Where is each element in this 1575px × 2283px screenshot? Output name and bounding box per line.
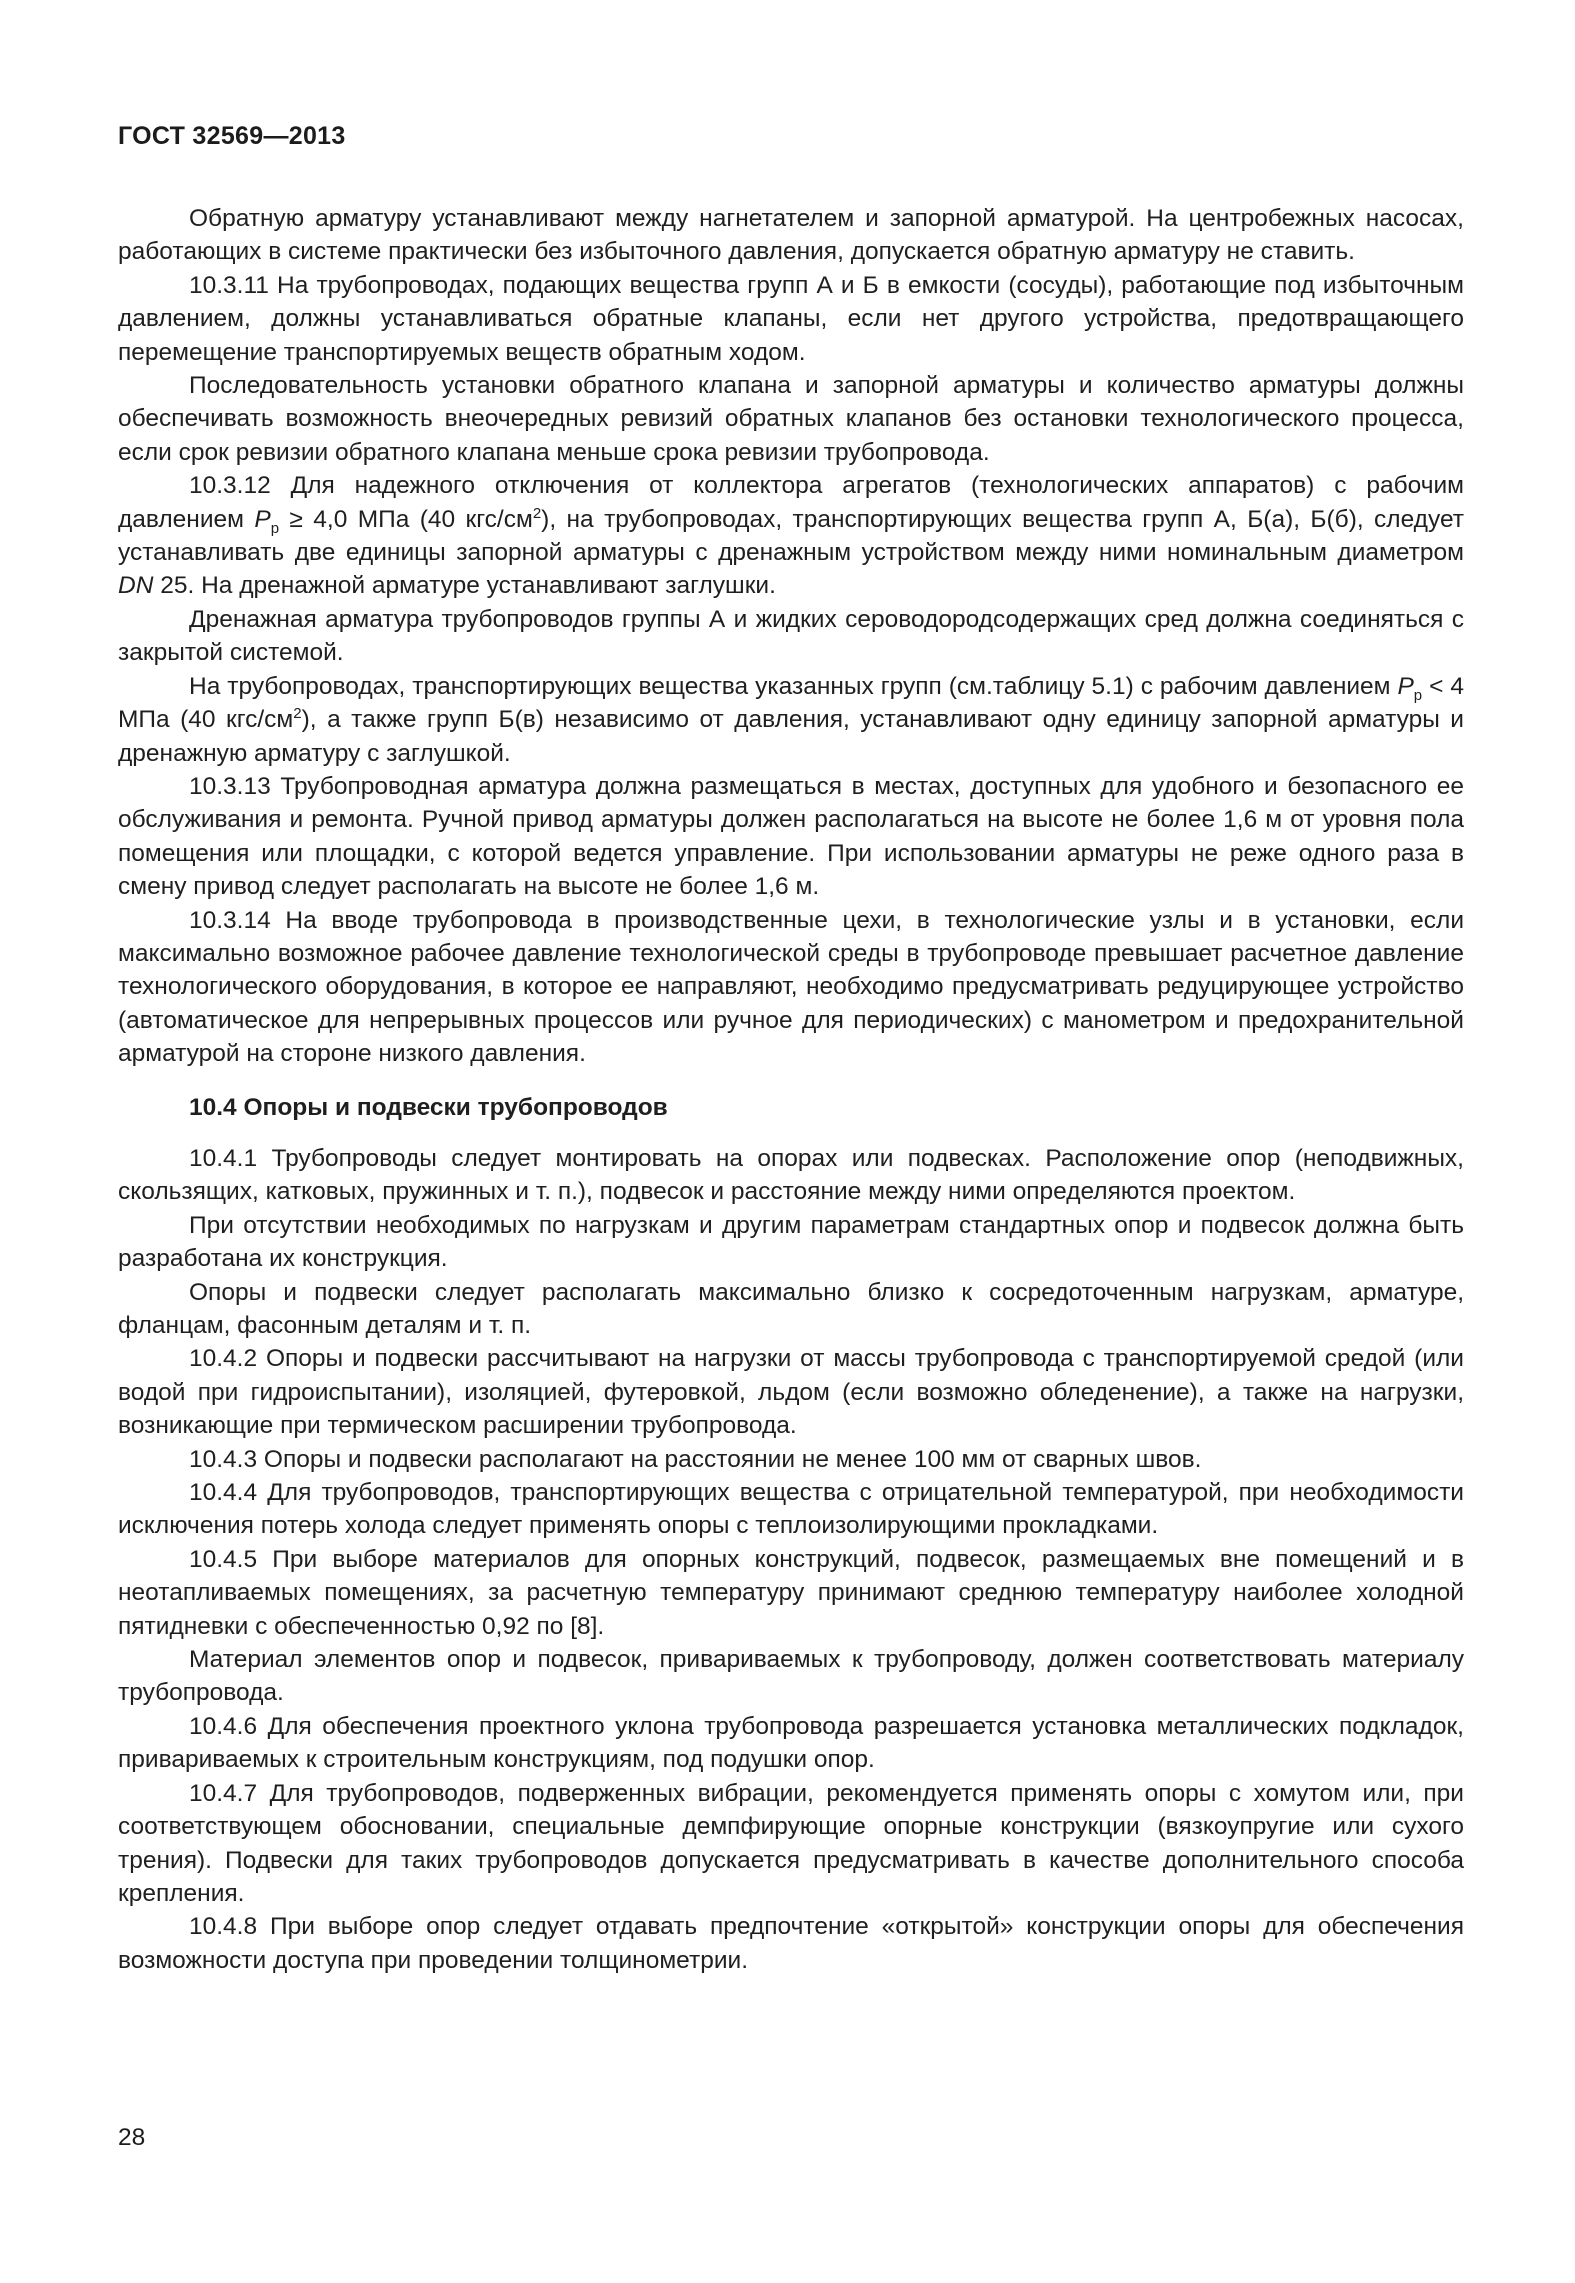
paragraph-10-3-14: 10.3.14 На вводе трубопровода в производственные цехи, в технологические узлы и в установки, если максимально возможное рабочее давление технологической среды в трубопроводе превышает расчетное давление технологического оборудования, в которое ее направляют, необходимо предусматривать редуцирующее устройство (автоматическое для непрерывных процессов или ручное для периодических) с манометром и предохранительной арматурой на стороне низкого давления. xyxy=(118,906,1464,1068)
pressure-variable: P xyxy=(1397,672,1414,700)
paragraph-10-4-5: 10.4.5 При выборе материалов для опорных конструкций, подвесок, размещаемых вне помещений и в неотапливаемых помещениях, за расчетную температуру принимают среднюю температуру наиболее холодной пятидневки с обеспеченностью 0,92 по [8]. xyxy=(118,1545,1464,1640)
pressure-subscript: p xyxy=(1413,686,1423,704)
pressure-variable: P xyxy=(254,505,271,533)
nominal-diameter-symbol: DN xyxy=(118,572,154,600)
paragraph-low-pressure-valves xyxy=(118,670,1464,770)
paragraph-10-4-8: 10.4.8 При выборе опор следует отдавать предпочтение «открытой» конструкции опоры для обеспечения возможности доступа при проведении толщинометрии. xyxy=(118,1913,1464,1974)
unit-superscript: 2 xyxy=(293,704,302,722)
text-run: 10.3.12 Для надежного отключения от коллектора агрегатов (технологических аппаратов) с рабочим давлением xyxy=(118,472,1464,533)
text-run: ), на трубопроводах, транспортирующих вещества групп А, Б(а), Б(б), следует устанавливать две единицы запорной арматуры с дренажным устройством между ними номинальным диаметром xyxy=(118,505,1464,567)
paragraph-support-placement: Опоры и подвески следует располагать максимально близко к сосредоточенным нагрузкам, арматуре, фланцам, фасонным деталям и т. п. xyxy=(118,1278,1464,1339)
page-number: 28 xyxy=(118,2124,146,2151)
text-run: < 4 МПа (40 кгс/см xyxy=(118,672,1464,734)
section-heading-10-4: 10.4 Опоры и подвески трубопроводов xyxy=(189,1093,668,1121)
paragraph-valve-sequence: Последовательность установки обратного клапана и запорной арматуры и количество арматуры должны обеспечивать возможность внеочередных ревизий обратных клапанов без остановки технологического процесса, если срок ревизии обратного клапана меньше срока ревизии трубопровода. xyxy=(118,372,1464,466)
paragraph-drain-valves: Дренажная арматура трубопроводов группы А и жидких сероводородсодержащих сред должна соединяться с закрытой системой. xyxy=(118,605,1464,667)
paragraph-support-material: Материал элементов опор и подвесок, привариваемых к трубопроводу, должен соответствовать материалу трубопровода. xyxy=(118,1646,1464,1707)
paragraph-10-4-2: 10.4.2 Опоры и подвески рассчитывают на нагрузки от массы трубопровода с транспортируемой средой (или водой при гидроиспытании), изоляцией, футеровкой, льдом (если возможно обледенение), а также на нагрузки, возникающие при термическом расширении трубопровода. xyxy=(118,1345,1464,1440)
paragraph-10-4-1: 10.4.1 Трубопроводы следует монтировать на опорах или подвесках. Расположение опор (неподвижных, скользящих, катковых, пружинных и т. п.), подвесок и расстояние между ними определяются проектом. xyxy=(118,1144,1464,1206)
text-run: ), а также групп Б(в) независимо от давления, устанавливают одну единицу запорной арматуры и дренажную арматуру с заглушкой. xyxy=(118,706,1464,767)
paragraph-10-3-11: 10.3.11 На трубопроводах, подающих вещества групп А и Б в емкости (сосуды), работающие под избыточным давлением, должны устанавливаться обратные клапаны, если нет другого устройства, предотвращающего перемещение транспортируемых веществ обратным ходом. xyxy=(118,271,1464,366)
text-run: На трубопроводах, транспортирующих вещества указанных групп (см.таблицу 5.1) с рабочим давлением xyxy=(189,672,1398,700)
paragraph-10-4-7: 10.4.7 Для трубопроводов, подверженных вибрации, рекомендуется применять опоры с хомутом или, при соответствующем обосновании, специальные демпфирующие опорные конструкции (вязкоупругие или сухого трения). Подвески для таких трубопроводов допускается предусматривать в качестве дополнительного способа крепления. xyxy=(118,1779,1464,1907)
unit-superscript: 2 xyxy=(532,504,542,522)
document-code-header: ГОСТ 32569—2013 xyxy=(118,122,346,150)
pressure-subscript: p xyxy=(270,519,280,537)
paragraph-check-valve-install: Обратную арматуру устанавливают между нагнетателем и запорной арматурой. На центробежных насосах, работающих в системе практически без избыточного давления, допускается обратную арматуру не ставить. xyxy=(118,205,1464,266)
text-run: ≥ 4,0 МПа (40 кгс/см xyxy=(279,505,533,533)
paragraph-support-design: При отсутствии необходимых по нагрузкам и другим параметрам стандартных опор и подвесок должна быть разработана их конструкция. xyxy=(118,1211,1464,1273)
document-body xyxy=(118,202,1464,1977)
paragraph-10-4-3: 10.4.3 Опоры и подвески располагают на расстоянии не менее 100 мм от сварных швов. xyxy=(189,1445,1202,1473)
paragraph-10-4-4: 10.4.4 Для трубопроводов, транспортирующих вещества с отрицательной температурой, при необходимости исключения потерь холода следует применять опоры с теплоизолирующими прокладками. xyxy=(118,1479,1464,1540)
paragraph-10-4-6: 10.4.6 Для обеспечения проектного уклона трубопровода разрешается установка металлических подкладок, привариваемых к строительным конструкциям, под подушки опор. xyxy=(118,1712,1464,1774)
text-run: 25. На дренажной арматуре устанавливают заглушки. xyxy=(153,572,776,600)
paragraph-10-3-12 xyxy=(118,469,1464,603)
paragraph-10-3-13: 10.3.13 Трубопроводная арматура должна размещаться в местах, доступных для удобного и безопасного ее обслуживания и ремонта. Ручной привод арматуры должен располагаться на высоте не более 1,6 м от уровня пола помещения или площадки, с которой ведется управление. При использовании арматуры не реже одного раза в смену привод следует располагать на высоте не более 1,6 м. xyxy=(118,772,1464,901)
